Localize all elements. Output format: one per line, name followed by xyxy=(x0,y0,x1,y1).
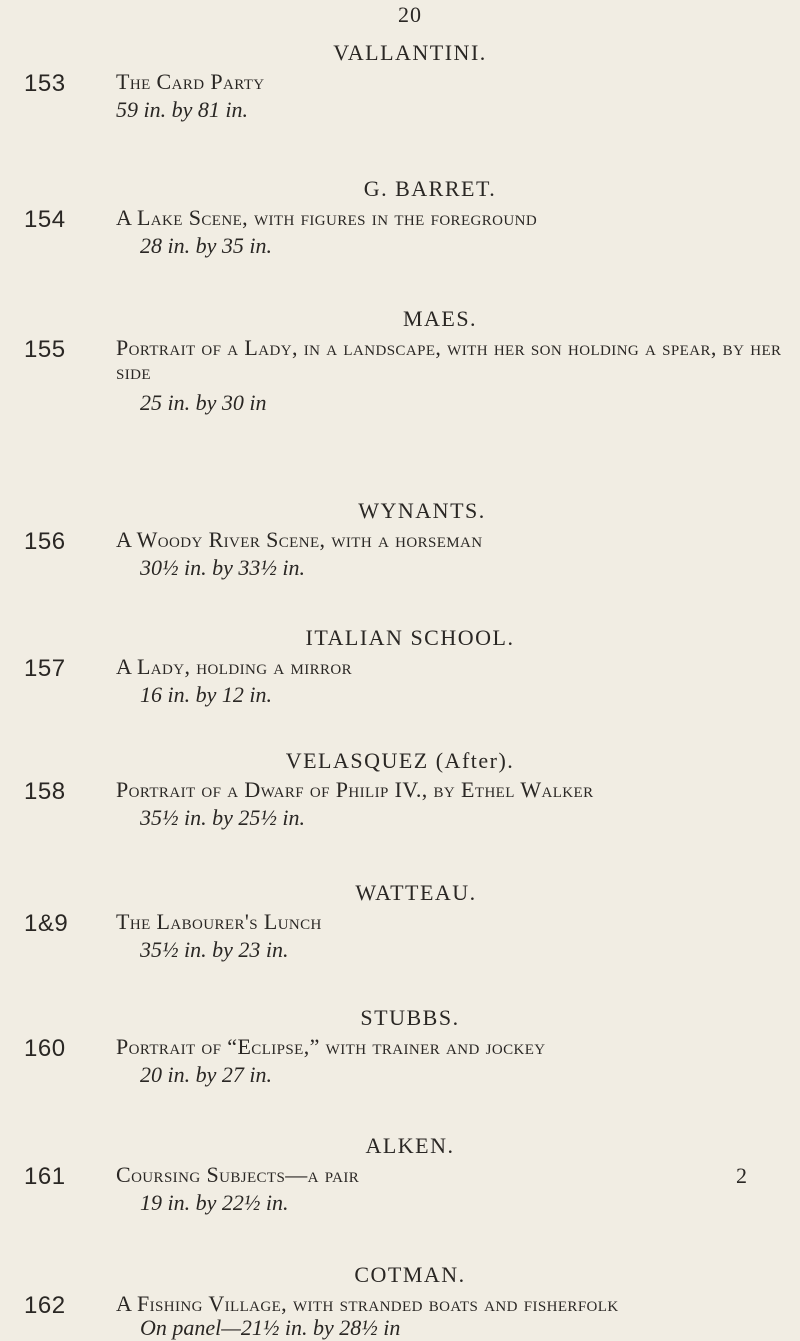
lot-dimensions: 59 in. by 81 in. xyxy=(116,97,248,122)
artist-name: STUBBS. xyxy=(360,1005,460,1030)
artist-name: ALKEN. xyxy=(365,1133,455,1158)
lot-title: Portrait of a Lady, in a landscape, with her son holding a spear, by her side xyxy=(116,335,782,384)
lot-number: 154 xyxy=(24,206,66,233)
lot-dimensions: 19 in. by 22½ in. xyxy=(140,1190,289,1215)
lot-dimensions: 20 in. by 27 in. xyxy=(140,1062,272,1087)
artist-name: MAES. xyxy=(402,306,478,331)
artist-name: ITALIAN SCHOOL. xyxy=(305,625,515,650)
artist-name: COTMAN. xyxy=(354,1262,466,1287)
artist-name: WYNANTS. xyxy=(358,498,486,523)
lot-title: A Fishing Village, with stranded boats and fisherfolk xyxy=(116,1291,619,1316)
lot-dimensions: On panel—21½ in. by 28½ in xyxy=(140,1315,401,1340)
lot-extra-count: 2 xyxy=(736,1163,747,1188)
lot-dimensions: 16 in. by 12 in. xyxy=(140,682,272,707)
lot-number: 160 xyxy=(24,1035,66,1062)
lot-dimensions: 28 in. by 35 in. xyxy=(140,233,272,258)
lot-number: 156 xyxy=(24,528,66,555)
lot-number: 157 xyxy=(24,655,66,682)
lot-title: Portrait of “Eclipse,” with trainer and jockey xyxy=(116,1034,546,1059)
lot-title: The Labourer's Lunch xyxy=(116,909,322,934)
lot-dimensions: 30½ in. by 33½ in. xyxy=(140,555,305,580)
lot-dimensions: 25 in. by 30 in xyxy=(140,390,267,415)
lot-title: A Lake Scene, with figures in the foreground xyxy=(116,205,538,230)
lot-number: 158 xyxy=(24,778,66,805)
lot-number: 155 xyxy=(24,336,66,363)
lot-number: 153 xyxy=(24,70,66,97)
artist-name: VALLANTINI. xyxy=(333,40,487,65)
lot-dimensions: 35½ in. by 25½ in. xyxy=(140,805,305,830)
page-number: 20 xyxy=(398,2,422,27)
lot-title: Portrait of a Dwarf of Philip IV., by Ethel Walker xyxy=(116,777,594,802)
artist-name: WATTEAU. xyxy=(355,880,477,905)
lot-number: 1&9 xyxy=(24,910,69,937)
artist-name: G. BARRET. xyxy=(363,176,497,201)
lot-title: A Woody River Scene, with a horseman xyxy=(116,527,483,552)
artist-name: VELASQUEZ (After). xyxy=(285,748,515,773)
lot-title: A Lady, holding a mirror xyxy=(116,654,353,679)
lot-number: 161 xyxy=(24,1163,66,1190)
lot-title: Coursing Subjects—a pair xyxy=(116,1162,360,1187)
lot-title: The Card Party xyxy=(116,69,265,94)
lot-dimensions: 35½ in. by 23 in. xyxy=(140,937,289,962)
lot-number: 162 xyxy=(24,1292,66,1319)
